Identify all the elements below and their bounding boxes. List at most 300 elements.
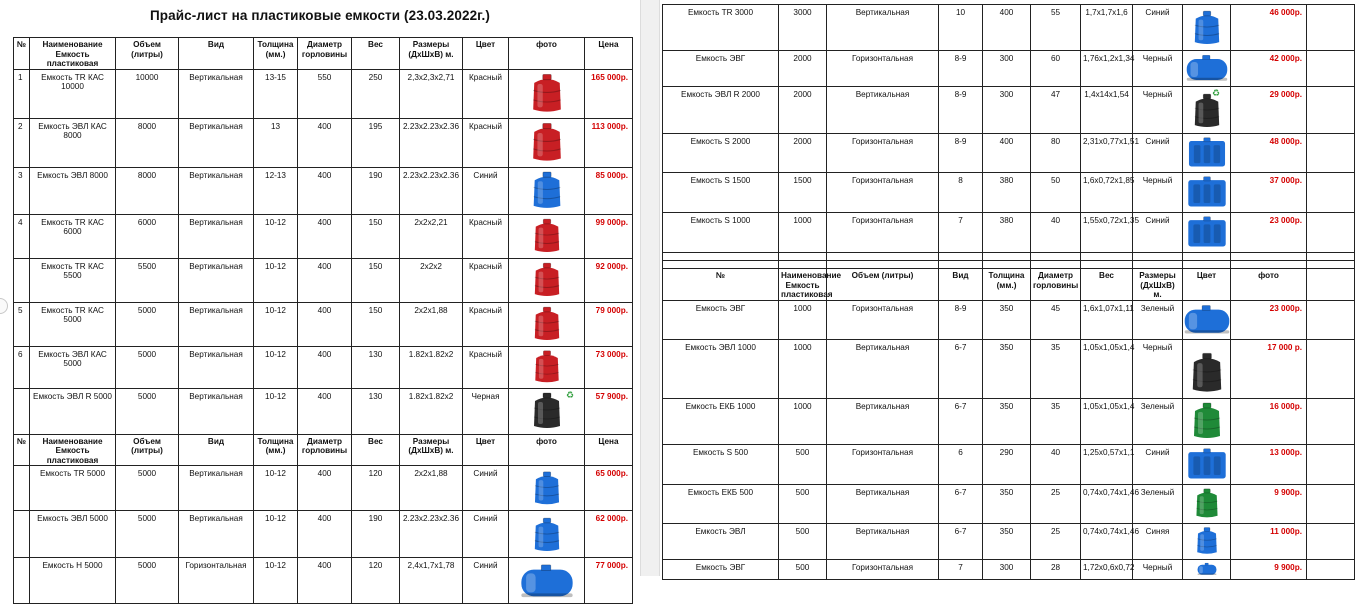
cell-num: 5 bbox=[14, 302, 30, 346]
cell-thickness: 6-7 bbox=[939, 339, 983, 398]
cell-name: Емкость ЭВГ bbox=[663, 559, 779, 579]
table-row bbox=[14, 466, 633, 511]
cell-volume: 2000 bbox=[779, 134, 827, 173]
cell-volume: 500 bbox=[779, 444, 827, 484]
cell-size: 1,05х1,05х1,4 bbox=[1081, 339, 1133, 398]
cell-neck: 550 bbox=[298, 69, 352, 118]
table-row bbox=[14, 167, 633, 214]
spacer-cell bbox=[1183, 261, 1231, 269]
blue-vertical-tank-icon bbox=[1192, 9, 1222, 47]
spacer-cell bbox=[779, 261, 827, 269]
spacer-cell bbox=[983, 253, 1031, 261]
photo-cell bbox=[1183, 300, 1231, 339]
cell-name: Емкость ЭВГ bbox=[663, 300, 779, 339]
spacer-cell bbox=[983, 261, 1031, 269]
blue-flat-tank-icon bbox=[1185, 447, 1228, 481]
cell-type: Вертикальная bbox=[179, 302, 254, 346]
header-thickness: Толщина (мм.) bbox=[254, 38, 298, 70]
cell-name: Емкость ЕКБ 500 bbox=[663, 484, 779, 523]
cell-price: 92 000р. bbox=[585, 258, 633, 302]
cell-color: Синий bbox=[463, 511, 509, 558]
photo-cell bbox=[509, 466, 585, 511]
cell-color: Зеленый bbox=[1133, 398, 1183, 444]
header-thickness: Толщина (мм.) bbox=[254, 434, 298, 466]
cell-thickness: 6 bbox=[939, 444, 983, 484]
cell-neck: 400 bbox=[298, 346, 352, 388]
table-row bbox=[663, 134, 1355, 173]
cell-volume: 6000 bbox=[116, 214, 179, 258]
green-vertical-tank-icon bbox=[1194, 487, 1220, 520]
cell-num: 3 bbox=[14, 167, 30, 214]
cell-price: 23 000р. bbox=[1231, 213, 1307, 253]
photo-cell bbox=[509, 214, 585, 258]
cell-thickness: 10-12 bbox=[254, 302, 298, 346]
cell-size: 2.23х2.23х2.36 bbox=[400, 167, 463, 214]
red-vertical-tank-icon bbox=[530, 121, 564, 164]
cell-volume: 10000 bbox=[116, 69, 179, 118]
cell-weight: 120 bbox=[352, 558, 400, 604]
cell-price: 79 000р. bbox=[585, 302, 633, 346]
recycle-icon: ♻ bbox=[1211, 88, 1220, 98]
cell-price: 13 000р. bbox=[1231, 444, 1307, 484]
spacer-cell bbox=[1081, 253, 1133, 261]
cell-name: Емкость TR 5000 bbox=[30, 466, 116, 511]
table-row bbox=[14, 69, 633, 118]
header-name: Наименование Емкость пластиковая bbox=[779, 269, 827, 301]
table-row bbox=[14, 558, 633, 604]
cell-volume: 3000 bbox=[779, 5, 827, 51]
spacer-cell bbox=[939, 253, 983, 261]
cell-size: 2,3х2,3х2,71 bbox=[400, 69, 463, 118]
cell-volume: 5000 bbox=[116, 466, 179, 511]
cell-type: Горизонтальная bbox=[179, 558, 254, 604]
table-row bbox=[663, 300, 1355, 339]
cell-thickness: 8-9 bbox=[939, 51, 983, 87]
cell-weight: 150 bbox=[352, 258, 400, 302]
cell-color: Черная bbox=[463, 388, 509, 434]
cell-empty bbox=[1307, 339, 1355, 398]
cell-type: Вертикальная bbox=[179, 466, 254, 511]
photo-cell bbox=[1183, 87, 1231, 134]
cell-neck: 400 bbox=[298, 302, 352, 346]
spacer-row bbox=[663, 261, 1355, 269]
cell-type: Горизонтальная bbox=[827, 444, 939, 484]
cell-volume: 5000 bbox=[116, 388, 179, 434]
cell-size: 2,31х0,77х1,51 bbox=[1081, 134, 1133, 173]
cell-empty bbox=[1307, 559, 1355, 579]
cell-color: Красный bbox=[463, 214, 509, 258]
photo-cell bbox=[1183, 444, 1231, 484]
cell-name: Емкость TR 3000 bbox=[663, 5, 779, 51]
cell-neck: 400 bbox=[298, 558, 352, 604]
header-price: Цена bbox=[585, 434, 633, 466]
cell-name: Емкость ЭВЛ R 2000 bbox=[663, 87, 779, 134]
cell-size: 2х2х1,88 bbox=[400, 302, 463, 346]
table-row bbox=[14, 511, 633, 558]
cell-name: Емкость ЭВЛ bbox=[663, 523, 779, 559]
cell-thickness: 7 bbox=[939, 559, 983, 579]
cell-thickness: 10-12 bbox=[254, 558, 298, 604]
header-photo: фото bbox=[1231, 269, 1307, 301]
cell-size: 0,74х0,74х1,46 bbox=[1081, 484, 1133, 523]
price-list-page-left bbox=[0, 0, 640, 576]
cell-price: 99 000р. bbox=[585, 214, 633, 258]
cell-color: Синий bbox=[463, 466, 509, 511]
cell-neck: 400 bbox=[298, 258, 352, 302]
cell-thickness: 12-13 bbox=[254, 167, 298, 214]
cell-color: Синий bbox=[1133, 213, 1183, 253]
cell-size: 2х2х2,21 bbox=[400, 214, 463, 258]
photo-cell bbox=[509, 258, 585, 302]
table-header-row bbox=[14, 38, 633, 70]
header-volume: Объем (литры) bbox=[116, 434, 179, 466]
cell-color: Красный bbox=[463, 258, 509, 302]
cell-neck: 350 bbox=[983, 484, 1031, 523]
cell-thickness: 6-7 bbox=[939, 484, 983, 523]
photo-cell bbox=[509, 511, 585, 558]
cell-num: 4 bbox=[14, 214, 30, 258]
spacer-cell bbox=[1231, 261, 1307, 269]
cell-thickness: 6-7 bbox=[939, 398, 983, 444]
cell-size: 1,05х1,05х1,4 bbox=[1081, 398, 1133, 444]
cell-thickness: 10-12 bbox=[254, 388, 298, 434]
cell-name: Емкость ЭВЛ КАС 5000 bbox=[30, 346, 116, 388]
photo-cell bbox=[509, 69, 585, 118]
cell-type: Вертикальная bbox=[179, 118, 254, 167]
cell-name: Емкость ЭВЛ КАС 8000 bbox=[30, 118, 116, 167]
cell-weight: 35 bbox=[1031, 339, 1081, 398]
blue-flat-tank-icon bbox=[1185, 215, 1228, 249]
cell-thickness: 13 bbox=[254, 118, 298, 167]
table-header-row bbox=[663, 269, 1355, 301]
cell-weight: 40 bbox=[1031, 213, 1081, 253]
spacer-cell bbox=[1031, 261, 1081, 269]
cell-neck: 380 bbox=[983, 173, 1031, 213]
spacer-cell bbox=[1133, 253, 1183, 261]
cell-price: 46 000р. bbox=[1231, 5, 1307, 51]
cell-color: Синий bbox=[1133, 5, 1183, 51]
cell-thickness: 10-12 bbox=[254, 258, 298, 302]
cell-thickness: 10-12 bbox=[254, 346, 298, 388]
cell-price: 65 000р. bbox=[585, 466, 633, 511]
table-row bbox=[14, 118, 633, 167]
cell-neck: 300 bbox=[983, 51, 1031, 87]
spacer-cell bbox=[827, 261, 939, 269]
cell-empty bbox=[1307, 444, 1355, 484]
cell-num bbox=[14, 511, 30, 558]
cell-type: Вертикальная bbox=[827, 398, 939, 444]
header-color: Цвет bbox=[1183, 269, 1231, 301]
cell-name: Емкость ЭВЛ R 5000 bbox=[30, 388, 116, 434]
blue-vertical-tank-icon bbox=[532, 516, 562, 554]
cell-name: Емкость S 1000 bbox=[663, 213, 779, 253]
cell-type: Горизонтальная bbox=[827, 300, 939, 339]
photo-cell bbox=[1183, 173, 1231, 213]
cell-thickness: 8 bbox=[939, 173, 983, 213]
cell-price: 9 900р. bbox=[1231, 559, 1307, 579]
green-vertical-tank-icon bbox=[1191, 401, 1223, 441]
table-row bbox=[663, 5, 1355, 51]
cell-color: Красный bbox=[463, 69, 509, 118]
price-table-right bbox=[662, 4, 1355, 580]
cell-neck: 350 bbox=[983, 523, 1031, 559]
spacer-row bbox=[663, 253, 1355, 261]
cell-neck: 400 bbox=[298, 167, 352, 214]
cell-type: Вертикальная bbox=[827, 484, 939, 523]
header-weight: Вес bbox=[1081, 269, 1133, 301]
cell-price: 85 000р. bbox=[585, 167, 633, 214]
cell-price: 57 900р. bbox=[585, 388, 633, 434]
photo-cell bbox=[1183, 398, 1231, 444]
blue-horizontal-tank-icon bbox=[1196, 562, 1217, 576]
cell-weight: 35 bbox=[1031, 398, 1081, 444]
photo-cell bbox=[1183, 523, 1231, 559]
cell-size: 1,6х1,07х1,11 bbox=[1081, 300, 1133, 339]
table-row bbox=[663, 173, 1355, 213]
blue-flat-tank-icon bbox=[1186, 136, 1227, 169]
cell-color: Черный bbox=[1133, 51, 1183, 87]
header-empty bbox=[1307, 269, 1355, 301]
photo-cell bbox=[1183, 134, 1231, 173]
cell-neck: 400 bbox=[983, 5, 1031, 51]
cell-color: Синий bbox=[463, 558, 509, 604]
cell-name: Емкость ЭВЛ 1000 bbox=[663, 339, 779, 398]
cell-num bbox=[14, 388, 30, 434]
red-vertical-tank-icon bbox=[532, 305, 562, 343]
cell-color: Красный bbox=[463, 346, 509, 388]
cell-size: 1,55х0,72х1,35 bbox=[1081, 213, 1133, 253]
table-row bbox=[14, 258, 633, 302]
table-row bbox=[663, 444, 1355, 484]
table-row bbox=[663, 87, 1355, 134]
cell-weight: 50 bbox=[1031, 173, 1081, 213]
red-vertical-tank-icon bbox=[532, 349, 561, 385]
cell-name: Емкость TR КАС 10000 bbox=[30, 69, 116, 118]
cell-empty bbox=[1307, 300, 1355, 339]
cell-weight: 25 bbox=[1031, 523, 1081, 559]
table-row bbox=[663, 484, 1355, 523]
header-thickness: Толщина (мм.) bbox=[983, 269, 1031, 301]
black-vertical-tank-icon bbox=[1189, 351, 1224, 395]
cell-empty bbox=[1307, 134, 1355, 173]
cell-neck: 350 bbox=[983, 339, 1031, 398]
cell-weight: 190 bbox=[352, 511, 400, 558]
cell-volume: 2000 bbox=[779, 87, 827, 134]
header-name: Наименование Емкость пластиковая bbox=[30, 38, 116, 70]
cell-weight: 250 bbox=[352, 69, 400, 118]
table-row bbox=[14, 214, 633, 258]
cell-neck: 400 bbox=[298, 214, 352, 258]
document-title: Прайс-лист на пластиковые емкости (23.03.2022г.) bbox=[150, 8, 490, 23]
cell-color: Зеленый bbox=[1133, 300, 1183, 339]
cell-volume: 500 bbox=[779, 559, 827, 579]
spacer-cell bbox=[1307, 253, 1355, 261]
spacer-cell bbox=[1031, 253, 1081, 261]
table-row bbox=[14, 346, 633, 388]
cell-thickness: 10 bbox=[939, 5, 983, 51]
blue-horizontal-tank-icon bbox=[1182, 303, 1232, 336]
cell-thickness: 6-7 bbox=[939, 523, 983, 559]
cell-neck: 300 bbox=[983, 87, 1031, 134]
cell-price: 16 000р. bbox=[1231, 398, 1307, 444]
cell-empty bbox=[1307, 5, 1355, 51]
cell-weight: 25 bbox=[1031, 484, 1081, 523]
cell-name: Емкость S 1500 bbox=[663, 173, 779, 213]
cell-empty bbox=[1307, 51, 1355, 87]
spacer-cell bbox=[1307, 261, 1355, 269]
header-num: № bbox=[14, 434, 30, 466]
cell-weight: 55 bbox=[1031, 5, 1081, 51]
cell-volume: 1000 bbox=[779, 213, 827, 253]
header-name: Наименование Емкость пластиковая bbox=[30, 434, 116, 466]
spacer-cell bbox=[663, 261, 779, 269]
photo-cell bbox=[509, 167, 585, 214]
cell-volume: 500 bbox=[779, 484, 827, 523]
cell-price: 9 900р. bbox=[1231, 484, 1307, 523]
cell-num bbox=[14, 558, 30, 604]
header-neck: Диаметр горловины bbox=[298, 434, 352, 466]
cell-type: Вертикальная bbox=[179, 214, 254, 258]
cell-volume: 5000 bbox=[116, 511, 179, 558]
table-row bbox=[663, 213, 1355, 253]
cell-type: Горизонтальная bbox=[827, 213, 939, 253]
cell-empty bbox=[1307, 87, 1355, 134]
cell-neck: 350 bbox=[983, 300, 1031, 339]
photo-cell bbox=[1183, 213, 1231, 253]
cell-color: Черный bbox=[1133, 173, 1183, 213]
red-vertical-tank-icon bbox=[530, 72, 564, 115]
cell-name: Емкость TR КАС 5000 bbox=[30, 302, 116, 346]
cell-type: Вертикальная bbox=[827, 339, 939, 398]
cell-empty bbox=[1307, 173, 1355, 213]
cell-neck: 400 bbox=[298, 388, 352, 434]
cell-weight: 47 bbox=[1031, 87, 1081, 134]
photo-cell bbox=[1183, 559, 1231, 579]
cell-size: 1,7х1,7х1,6 bbox=[1081, 5, 1133, 51]
cell-volume: 500 bbox=[779, 523, 827, 559]
cell-volume: 1500 bbox=[779, 173, 827, 213]
cell-empty bbox=[1307, 398, 1355, 444]
header-size: Размеры (ДхШхВ) м. bbox=[400, 38, 463, 70]
cell-weight: 80 bbox=[1031, 134, 1081, 173]
cell-size: 1,6х0,72х1,85 bbox=[1081, 173, 1133, 213]
cell-neck: 400 bbox=[298, 511, 352, 558]
cell-type: Вертикальная bbox=[827, 5, 939, 51]
cell-size: 2.23х2.23х2.36 bbox=[400, 118, 463, 167]
cell-weight: 28 bbox=[1031, 559, 1081, 579]
cell-price: 62 000р. bbox=[585, 511, 633, 558]
cell-name: Емкость S 500 bbox=[663, 444, 779, 484]
cell-type: Вертикальная bbox=[179, 258, 254, 302]
cell-thickness: 10-12 bbox=[254, 511, 298, 558]
cell-type: Вертикальная bbox=[179, 388, 254, 434]
table-row bbox=[663, 51, 1355, 87]
page-gap bbox=[640, 0, 660, 576]
cell-weight: 150 bbox=[352, 302, 400, 346]
cell-price: 48 000р. bbox=[1231, 134, 1307, 173]
header-num: № bbox=[663, 269, 779, 301]
cell-thickness: 7 bbox=[939, 213, 983, 253]
photo-cell bbox=[509, 558, 585, 604]
black-vertical-tank-icon bbox=[531, 391, 563, 431]
cell-size: 1,4х14х1,54 bbox=[1081, 87, 1133, 134]
cell-price: 11 000р. bbox=[1231, 523, 1307, 559]
cell-volume: 5000 bbox=[116, 346, 179, 388]
table-row bbox=[663, 523, 1355, 559]
table-row bbox=[14, 302, 633, 346]
cell-empty bbox=[1307, 523, 1355, 559]
cell-price: 29 000р. bbox=[1231, 87, 1307, 134]
cell-color: Черный bbox=[1133, 339, 1183, 398]
header-color: Цвет bbox=[463, 38, 509, 70]
cell-price: 17 000 р. bbox=[1231, 339, 1307, 398]
cell-volume: 5000 bbox=[116, 558, 179, 604]
header-volume: Объем (литры) bbox=[116, 38, 179, 70]
cell-volume: 5500 bbox=[116, 258, 179, 302]
cell-weight: 60 bbox=[1031, 51, 1081, 87]
cell-neck: 400 bbox=[298, 466, 352, 511]
cell-type: Вертикальная bbox=[827, 523, 939, 559]
cell-type: Горизонтальная bbox=[827, 134, 939, 173]
table-row bbox=[663, 398, 1355, 444]
cell-neck: 400 bbox=[983, 134, 1031, 173]
cell-neck: 400 bbox=[298, 118, 352, 167]
header-price: Цена bbox=[585, 38, 633, 70]
spacer-cell bbox=[827, 253, 939, 261]
cell-name: Емкость TR КАС 6000 bbox=[30, 214, 116, 258]
header-volume: Объем (литры) bbox=[827, 269, 939, 301]
table-header-row bbox=[14, 434, 633, 466]
cell-weight: 195 bbox=[352, 118, 400, 167]
red-vertical-tank-icon bbox=[532, 261, 562, 299]
cell-price: 77 000р. bbox=[585, 558, 633, 604]
cell-num: 6 bbox=[14, 346, 30, 388]
cell-thickness: 8-9 bbox=[939, 87, 983, 134]
cell-color: Синяя bbox=[1133, 523, 1183, 559]
recycle-icon: ♻ bbox=[565, 389, 574, 400]
header-num: № bbox=[14, 38, 30, 70]
spacer-cell bbox=[1231, 253, 1307, 261]
cell-neck: 350 bbox=[983, 398, 1031, 444]
cell-size: 2х2х1,88 bbox=[400, 466, 463, 511]
header-type: Вид bbox=[179, 38, 254, 70]
photo-cell bbox=[509, 118, 585, 167]
cell-thickness: 13-15 bbox=[254, 69, 298, 118]
cell-price: 42 000р. bbox=[1231, 51, 1307, 87]
blue-flat-tank-icon bbox=[1185, 175, 1228, 209]
header-size: Размеры (ДхШхВ) м. bbox=[400, 434, 463, 466]
cell-size: 1.82х1.82х2 bbox=[400, 346, 463, 388]
cell-price: 165 000р. bbox=[585, 69, 633, 118]
blue-horizontal-tank-icon bbox=[518, 562, 575, 600]
cell-weight: 130 bbox=[352, 388, 400, 434]
header-weight: Вес bbox=[352, 434, 400, 466]
spacer-cell bbox=[1183, 253, 1231, 261]
cell-num: 1 bbox=[14, 69, 30, 118]
cell-size: 1,72х0,6х0,72 bbox=[1081, 559, 1133, 579]
cell-volume: 1000 bbox=[779, 339, 827, 398]
photo-cell bbox=[509, 388, 585, 434]
header-size: Размеры (ДхШхВ) м. bbox=[1133, 269, 1183, 301]
cell-size: 1.82х1.82х2 bbox=[400, 388, 463, 434]
cell-color: Красный bbox=[463, 118, 509, 167]
cell-thickness: 10-12 bbox=[254, 466, 298, 511]
cell-volume: 8000 bbox=[116, 167, 179, 214]
photo-cell bbox=[1183, 484, 1231, 523]
cell-name: Емкость Н 5000 bbox=[30, 558, 116, 604]
red-vertical-tank-icon bbox=[532, 217, 562, 255]
cell-num bbox=[14, 258, 30, 302]
